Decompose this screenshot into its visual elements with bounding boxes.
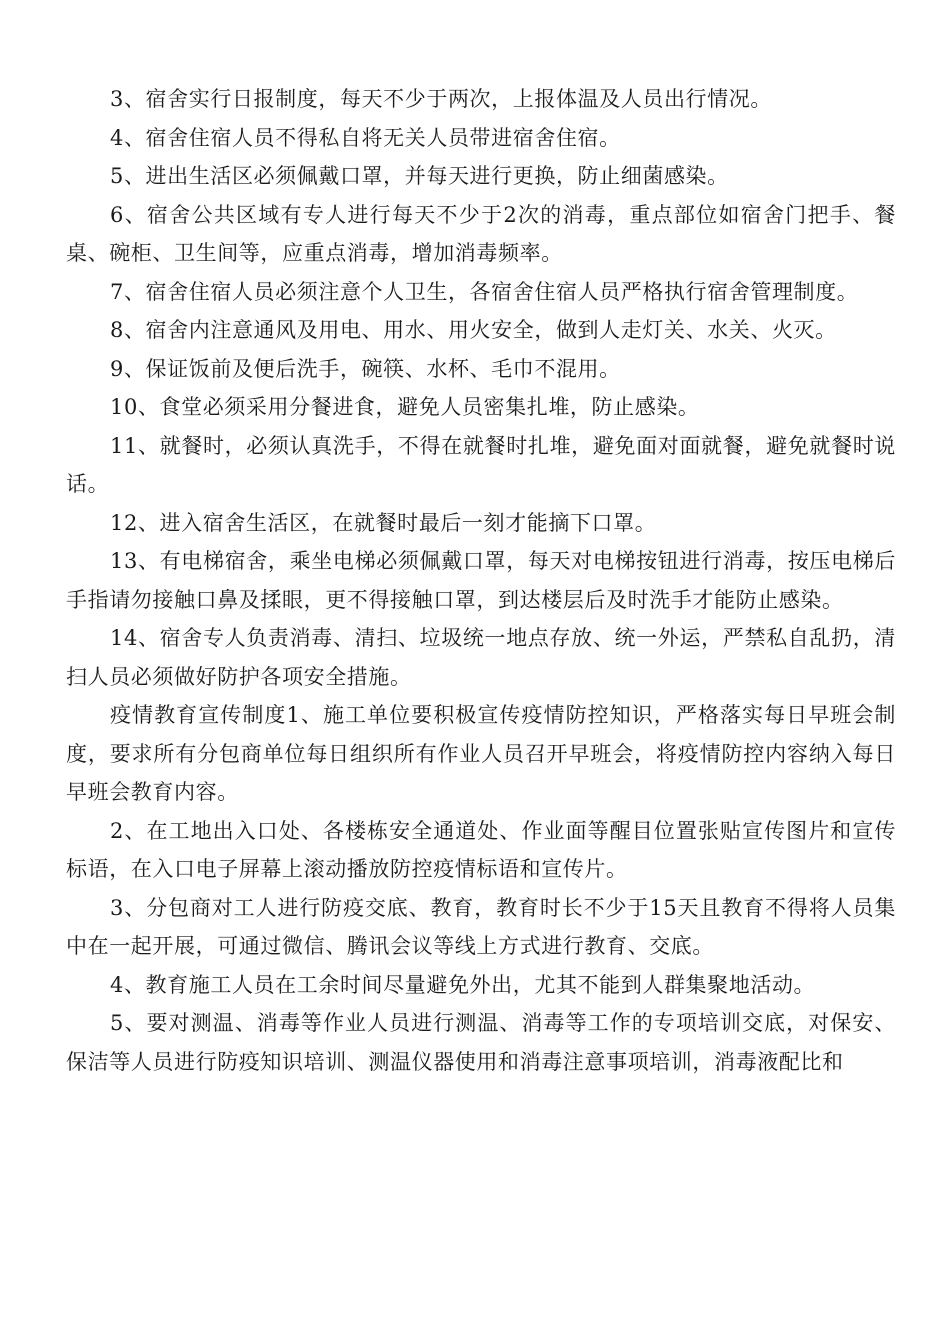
paragraph-special-training: 5、要对测温、消毒等作业人员进行测温、消毒等工作的专项培训交底，对保安、保洁等人员进行防疫知识培训、测温仪器使用和消毒注意事项培训，消毒液配比和 <box>66 1011 896 1074</box>
paragraph-no-outsiders: 4、宿舍住宿人员不得私自将无关人员带进宿舍住宿。 <box>110 125 621 150</box>
paragraph-subcontractor-training: 3、分包商对工人进行防疫交底、教育，教育时长不少于15天且教育不得将人员集中在一起开展，可通过微信、腾讯会议等线上方式进行教育、交底。 <box>66 895 896 958</box>
paragraph-personal-hygiene: 7、宿舍住宿人员必须注意个人卫生，各宿舍住宿人员严格执行宿舍管理制度。 <box>110 279 859 304</box>
document-body <box>66 80 896 1081</box>
paragraph-cleaning-garbage: 14、宿舍专人负责消毒、清扫、垃圾统一地点存放、统一外运，严禁私自乱扔，清扫人员必须做好防护各项安全措施。 <box>66 626 896 689</box>
paragraph-dorm-daily-report: 3、宿舍实行日报制度，每天不少于两次，上报体温及人员出行情况。 <box>110 87 772 111</box>
paragraph-wear-mask: 5、进出生活区必须佩戴口罩，并每天进行更换，防止细菌感染。 <box>110 164 729 188</box>
paragraph-avoid-going-out: 4、教育施工人员在工余时间尽量避免外出，尤其不能到人群集聚地活动。 <box>110 972 816 997</box>
paragraph-dining-rules: 11、就餐时，必须认真洗手，不得在就餐时扎堆，避免面对面就餐，避免就餐时说话。 <box>66 433 896 496</box>
paragraph-ventilation-safety: 8、宿舍内注意通风及用电、用水、用火安全，做到人走灯关、水关、火灭。 <box>110 318 837 342</box>
paragraph-mask-removal: 12、进入宿舍生活区，在就餐时最后一刻才能摘下口罩。 <box>110 510 657 535</box>
paragraph-posters-slogans: 2、在工地出入口处、各楼栋安全通道处、作业面等醒目位置张贴宣传图片和宣传标语，在入口电子屏幕上滚动播放防控疫情标语和宣传片。 <box>66 818 896 881</box>
paragraph-elevator-rules: 13、有电梯宿舍，乘坐电梯必须佩戴口罩，每天对电梯按钮进行消毒，按压电梯后手指请勿接触口鼻及揉眼，更不得接触口罩，到达楼层后及时洗手才能防止感染。 <box>66 549 896 612</box>
paragraph-separate-meals: 10、食堂必须采用分餐进食，避免人员密集扎堆，防止感染。 <box>110 395 700 419</box>
paragraph-hand-washing: 9、保证饭前及便后洗手，碗筷、水杯、毛巾不混用。 <box>110 356 621 381</box>
paragraph-education-system: 疫情教育宣传制度1、施工单位要积极宣传疫情防控知识，严格落实每日早班会制度，要求所有分包商单位每日组织所有作业人员召开早班会，将疫情防控内容纳入每日早班会教育内容。 <box>66 703 896 804</box>
paragraph-public-disinfection: 6、宿舍公共区域有专人进行每天不少于2次的消毒，重点部位如宿舍门把手、餐桌、碗柜、卫生间等，应重点消毒，增加消毒频率。 <box>66 202 896 265</box>
